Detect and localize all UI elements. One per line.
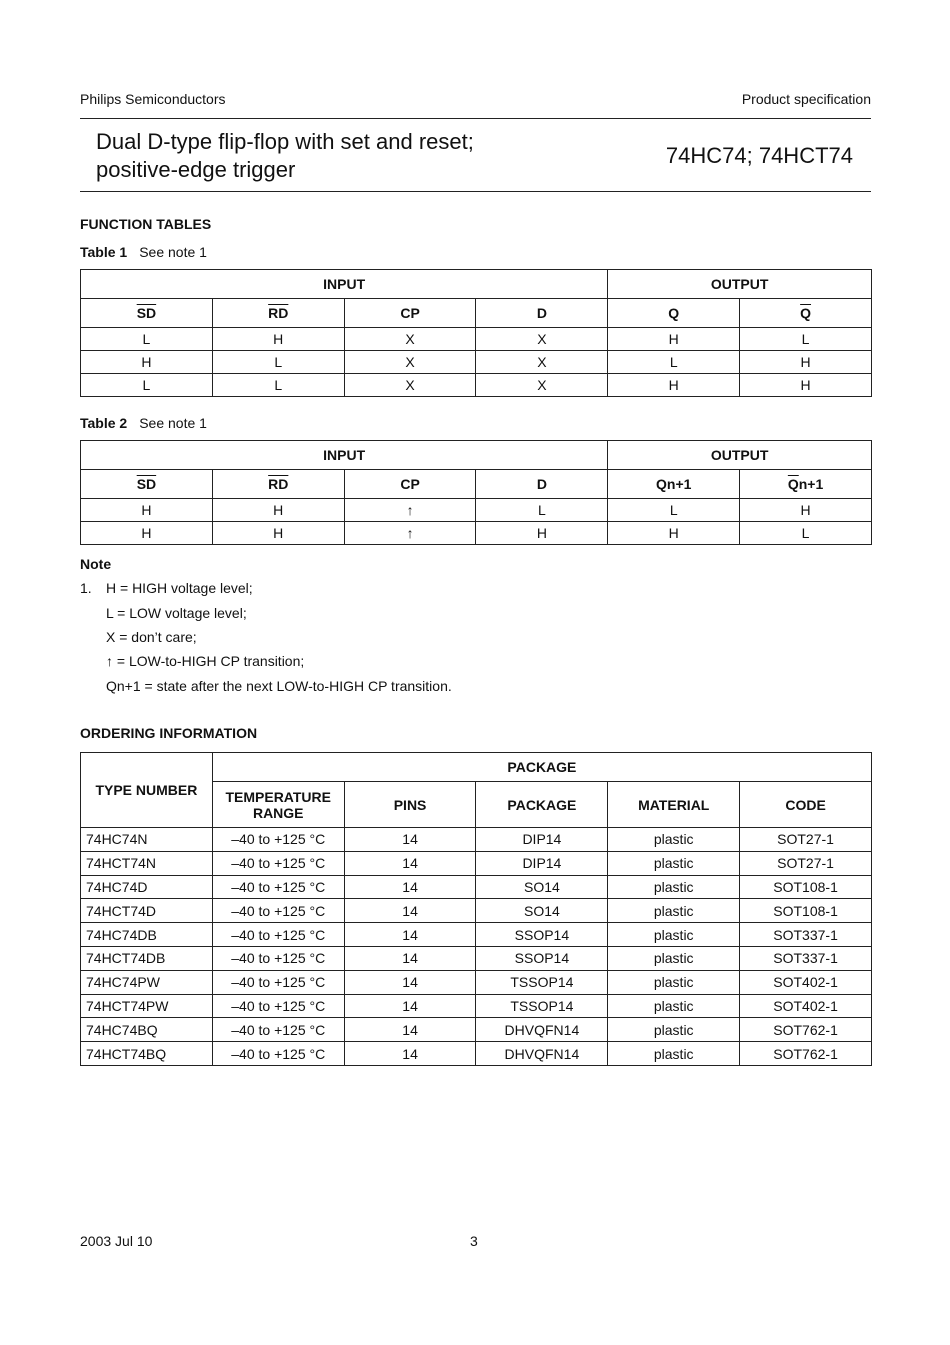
document-title bbox=[96, 128, 474, 184]
function-tables-heading: FUNCTION TABLES bbox=[80, 216, 212, 232]
table2-caption bbox=[80, 415, 207, 431]
table-cell: 14 bbox=[344, 899, 476, 923]
table-cell: SOT337-1 bbox=[740, 923, 872, 947]
table-cell: 14 bbox=[344, 923, 476, 947]
table-cell: SSOP14 bbox=[476, 946, 608, 970]
table1-caption-text: See note 1 bbox=[139, 244, 207, 260]
table-cell: plastic bbox=[608, 851, 740, 875]
table-cell: plastic bbox=[608, 1042, 740, 1066]
table-cell: SOT108-1 bbox=[740, 875, 872, 899]
note-line: X = don’t care; bbox=[106, 629, 197, 645]
table-cell: H bbox=[81, 522, 213, 545]
table-cell: –40 to +125 °C bbox=[212, 1042, 344, 1066]
table-cell: TSSOP14 bbox=[476, 994, 608, 1018]
table-cell: plastic bbox=[608, 1018, 740, 1042]
type-number-cell: 74HCT74BQ bbox=[81, 1042, 213, 1066]
table-cell: 14 bbox=[344, 851, 476, 875]
table-cell: –40 to +125 °C bbox=[212, 1018, 344, 1042]
table-cell: plastic bbox=[608, 994, 740, 1018]
col-header-code: CODE bbox=[740, 782, 872, 828]
table-cell: H bbox=[81, 499, 213, 522]
col-header-rd: $\overline{RD}$ bbox=[212, 299, 344, 328]
table-cell: SOT402-1 bbox=[740, 994, 872, 1018]
table1-caption bbox=[80, 244, 207, 260]
type-number-cell: 74HC74PW bbox=[81, 970, 213, 994]
table-cell: L bbox=[476, 499, 608, 522]
table-cell: H bbox=[212, 522, 344, 545]
page-number: 3 bbox=[470, 1233, 478, 1249]
col-header-cp: CP bbox=[344, 470, 476, 499]
table-cell: ↑ bbox=[344, 522, 476, 545]
table2-label: Table 2 bbox=[80, 415, 128, 431]
col-header-package: PACKAGE bbox=[476, 782, 608, 828]
table-cell: 14 bbox=[344, 828, 476, 852]
table2-caption-text: See note 1 bbox=[139, 415, 207, 431]
table-cell: 14 bbox=[344, 970, 476, 994]
table-row bbox=[81, 923, 872, 947]
table-cell: X bbox=[344, 351, 476, 374]
table-cell: H bbox=[476, 522, 608, 545]
table-cell: X bbox=[476, 374, 608, 397]
table-row bbox=[81, 522, 872, 545]
table-row bbox=[81, 1018, 872, 1042]
table-cell: –40 to +125 °C bbox=[212, 828, 344, 852]
function-table-1 bbox=[80, 269, 872, 397]
col-header-sd: $\overline{SD}$ bbox=[81, 470, 213, 499]
package-group-header: PACKAGE bbox=[212, 753, 871, 782]
table-cell: SOT27-1 bbox=[740, 851, 872, 875]
table-cell: X bbox=[476, 328, 608, 351]
table-cell: SSOP14 bbox=[476, 923, 608, 947]
table-cell: H bbox=[740, 374, 872, 397]
col-header-q: Q bbox=[608, 299, 740, 328]
col-header-d: D bbox=[476, 299, 608, 328]
table-row bbox=[81, 351, 872, 374]
table-cell: plastic bbox=[608, 899, 740, 923]
table-row bbox=[81, 994, 872, 1018]
table-cell: plastic bbox=[608, 875, 740, 899]
table-cell: H bbox=[608, 328, 740, 351]
part-numbers: 74HC74; 74HCT74 bbox=[665, 143, 853, 168]
table-cell: L bbox=[81, 374, 213, 397]
col-header-material: MATERIAL bbox=[608, 782, 740, 828]
table-cell: –40 to +125 °C bbox=[212, 851, 344, 875]
table-cell: 14 bbox=[344, 1042, 476, 1066]
col-header-qn1-bar: $\overline{Q}n+1$ bbox=[740, 470, 872, 499]
col-header-rd: $\overline{RD}$ bbox=[212, 470, 344, 499]
table-cell: –40 to +125 °C bbox=[212, 946, 344, 970]
table-cell: H bbox=[740, 499, 872, 522]
table-row bbox=[81, 328, 872, 351]
function-table-2 bbox=[80, 440, 872, 545]
col-header-temperature-range: TEMPERATURE RANGE bbox=[212, 782, 344, 828]
note-number: 1. bbox=[80, 580, 92, 596]
table-cell: H bbox=[740, 351, 872, 374]
table-cell: DIP14 bbox=[476, 851, 608, 875]
note-line: Qn+1 = state after the next LOW-to-HIGH CP transition. bbox=[106, 678, 452, 694]
table-cell: –40 to +125 °C bbox=[212, 994, 344, 1018]
type-number-cell: 74HC74DB bbox=[81, 923, 213, 947]
note-line: ↑ = LOW-to-HIGH CP transition; bbox=[106, 653, 305, 669]
table-cell: plastic bbox=[608, 946, 740, 970]
col-header-pins: PINS bbox=[344, 782, 476, 828]
table-cell: DHVQFN14 bbox=[476, 1042, 608, 1066]
table-cell: TSSOP14 bbox=[476, 970, 608, 994]
table-cell: SO14 bbox=[476, 899, 608, 923]
note-line: H = HIGH voltage level; bbox=[106, 580, 253, 596]
output-group-header: OUTPUT bbox=[608, 270, 872, 299]
table-cell: SOT27-1 bbox=[740, 828, 872, 852]
col-header-qn1: Qn+1 bbox=[608, 470, 740, 499]
type-number-cell: 74HCT74N bbox=[81, 851, 213, 875]
table-cell: SOT762-1 bbox=[740, 1042, 872, 1066]
table-cell: H bbox=[608, 374, 740, 397]
table-cell: L bbox=[608, 351, 740, 374]
table-cell: plastic bbox=[608, 828, 740, 852]
ordering-table bbox=[80, 752, 872, 1066]
type-number-header: TYPE NUMBER bbox=[81, 753, 213, 828]
col-header-q-bar: $\overline{Q}$ bbox=[740, 299, 872, 328]
table-cell: H bbox=[212, 328, 344, 351]
document-type: Product specification bbox=[741, 91, 871, 107]
table-cell: 14 bbox=[344, 946, 476, 970]
output-group-header: OUTPUT bbox=[608, 441, 872, 470]
type-number-cell: 74HC74BQ bbox=[81, 1018, 213, 1042]
footer-date: 2003 Jul 10 bbox=[80, 1233, 153, 1249]
header-rule-bottom bbox=[80, 191, 871, 192]
table-row bbox=[81, 1042, 872, 1066]
qn1-bar-suffix: n+1 bbox=[798, 476, 824, 492]
note-heading: Note bbox=[80, 556, 112, 572]
table-row bbox=[81, 499, 872, 522]
table-cell: plastic bbox=[608, 970, 740, 994]
input-group-header: INPUT bbox=[81, 441, 608, 470]
table-row bbox=[81, 875, 872, 899]
table-row bbox=[81, 899, 872, 923]
table-row bbox=[81, 374, 872, 397]
table-cell: H bbox=[81, 351, 213, 374]
table-cell: SO14 bbox=[476, 875, 608, 899]
table-cell: SOT337-1 bbox=[740, 946, 872, 970]
table-cell: SOT402-1 bbox=[740, 970, 872, 994]
table-row bbox=[81, 828, 872, 852]
col-header-cp: CP bbox=[344, 299, 476, 328]
table-cell: DHVQFN14 bbox=[476, 1018, 608, 1042]
table-cell: L bbox=[81, 328, 213, 351]
table-cell: SOT108-1 bbox=[740, 899, 872, 923]
input-group-header: INPUT bbox=[81, 270, 608, 299]
type-number-cell: 74HC74N bbox=[81, 828, 213, 852]
type-number-cell: 74HCT74PW bbox=[81, 994, 213, 1018]
table-cell: 14 bbox=[344, 1018, 476, 1042]
table-cell: H bbox=[212, 499, 344, 522]
table-cell: X bbox=[476, 351, 608, 374]
table-cell: L bbox=[212, 351, 344, 374]
title-line-1: Dual D-type flip-flop with set and reset; bbox=[96, 129, 474, 154]
table-cell: ↑ bbox=[344, 499, 476, 522]
col-header-sd: $\overline{SD}$ bbox=[81, 299, 213, 328]
table-cell: plastic bbox=[608, 923, 740, 947]
table-cell: L bbox=[740, 328, 872, 351]
table-cell: DIP14 bbox=[476, 828, 608, 852]
table-row bbox=[81, 851, 872, 875]
title-line-2: positive-edge trigger bbox=[96, 157, 296, 182]
header-rule-top bbox=[80, 118, 871, 119]
type-number-cell: 74HC74D bbox=[81, 875, 213, 899]
table1-label: Table 1 bbox=[80, 244, 128, 260]
table-cell: –40 to +125 °C bbox=[212, 923, 344, 947]
table-cell: –40 to +125 °C bbox=[212, 899, 344, 923]
table-cell: –40 to +125 °C bbox=[212, 970, 344, 994]
note-line: L = LOW voltage level; bbox=[106, 605, 247, 621]
table-cell: 14 bbox=[344, 875, 476, 899]
table-cell: X bbox=[344, 374, 476, 397]
table-cell: X bbox=[344, 328, 476, 351]
table-cell: L bbox=[740, 522, 872, 545]
table-cell: L bbox=[608, 499, 740, 522]
table-cell: H bbox=[608, 522, 740, 545]
table-cell: SOT762-1 bbox=[740, 1018, 872, 1042]
table-cell: 14 bbox=[344, 994, 476, 1018]
table-row bbox=[81, 946, 872, 970]
ordering-heading: ORDERING INFORMATION bbox=[80, 725, 258, 741]
table-cell: L bbox=[212, 374, 344, 397]
table-cell: –40 to +125 °C bbox=[212, 875, 344, 899]
col-header-d: D bbox=[476, 470, 608, 499]
table-row bbox=[81, 970, 872, 994]
type-number-cell: 74HCT74DB bbox=[81, 946, 213, 970]
company-name: Philips Semiconductors bbox=[80, 91, 226, 107]
type-number-cell: 74HCT74D bbox=[81, 899, 213, 923]
